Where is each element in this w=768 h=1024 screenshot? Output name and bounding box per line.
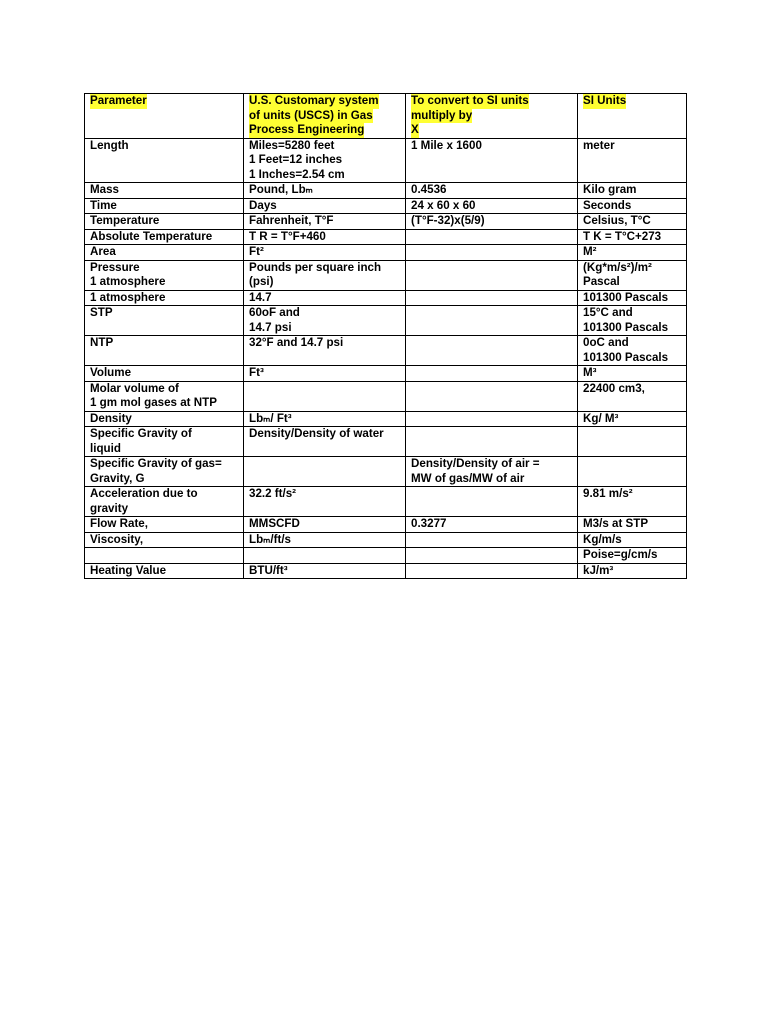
table-row — [85, 548, 687, 564]
cell-text: Fahrenheit, T°F — [249, 214, 334, 227]
cell-conversion-factor — [406, 411, 578, 427]
cell-parameter — [85, 229, 244, 245]
cell-text: Gravity, G — [90, 471, 145, 485]
header-parameter — [85, 94, 244, 139]
cell-si-unit — [578, 214, 687, 230]
table-row — [85, 411, 687, 427]
cell-uscs-unit — [244, 198, 406, 214]
cell-uscs-unit — [244, 517, 406, 533]
cell-text: 101300 Pascals — [583, 320, 669, 334]
cell-text: Volume — [90, 366, 132, 379]
cell-text: Poise=g/cm/s — [583, 548, 658, 561]
cell-text: Specific Gravity of gas= — [90, 457, 222, 470]
header-conversion-factor — [406, 94, 578, 139]
cell-uscs-unit — [244, 563, 406, 579]
table-row — [85, 487, 687, 517]
table-row — [85, 336, 687, 366]
cell-text: 60oF and — [249, 306, 300, 319]
cell-text: 1 atmosphere — [90, 290, 166, 304]
table-row — [85, 563, 687, 579]
cell-conversion-factor — [406, 563, 578, 579]
cell-si-unit — [578, 487, 687, 517]
cell-text: M³ — [583, 366, 597, 379]
table-row — [85, 457, 687, 487]
header-si-unit — [578, 94, 687, 139]
cell-text: Mass — [90, 183, 120, 196]
cell-text: 9.81 m/s² — [583, 487, 633, 500]
cell-text: Viscosity, — [90, 532, 144, 546]
cell-parameter — [85, 532, 244, 548]
cell-si-unit — [578, 198, 687, 214]
cell-text: 0.4536 — [411, 183, 447, 196]
cell-conversion-factor — [406, 381, 578, 411]
cell-conversion-factor — [406, 198, 578, 214]
cell-text: Absolute Temperature — [90, 229, 213, 243]
cell-uscs-unit — [244, 229, 406, 245]
cell-text: Lbₘ/ft/s — [249, 532, 291, 546]
cell-conversion-factor — [406, 138, 578, 183]
cell-conversion-factor — [406, 229, 578, 245]
cell-si-unit — [578, 245, 687, 261]
cell-text: 1 Feet=12 inches — [249, 153, 343, 166]
cell-parameter — [85, 427, 244, 457]
header-uscs-unit — [244, 94, 406, 139]
table-row — [85, 381, 687, 411]
cell-text: Pressure — [90, 260, 140, 274]
cell-text: Pounds per square inch — [249, 260, 382, 274]
cell-text: M3/s at STP — [583, 517, 649, 530]
header-text: of units (USCS) in Gas — [249, 108, 373, 122]
cell-text: 14.7 psi — [249, 320, 292, 334]
cell-parameter — [85, 306, 244, 336]
table-row — [85, 214, 687, 230]
cell-text: 1 Mile x 1600 — [411, 138, 482, 152]
table-row — [85, 517, 687, 533]
cell-parameter — [85, 290, 244, 306]
table-row — [85, 260, 687, 290]
cell-si-unit — [578, 427, 687, 457]
table-row — [85, 138, 687, 183]
cell-uscs-unit — [244, 457, 406, 487]
table-row — [85, 198, 687, 214]
cell-conversion-factor — [406, 336, 578, 366]
cell-text: Days — [249, 198, 277, 212]
cell-si-unit — [578, 183, 687, 199]
cell-text: MMSCFD — [249, 517, 300, 530]
cell-text: Time — [90, 198, 117, 212]
cell-text: liquid — [90, 441, 121, 455]
cell-si-unit — [578, 548, 687, 564]
cell-conversion-factor — [406, 487, 578, 517]
cell-text: Ft³ — [249, 366, 264, 379]
cell-parameter — [85, 457, 244, 487]
cell-si-unit — [578, 411, 687, 427]
cell-parameter — [85, 245, 244, 261]
cell-uscs-unit — [244, 548, 406, 564]
cell-conversion-factor — [406, 517, 578, 533]
table-row — [85, 427, 687, 457]
cell-uscs-unit — [244, 532, 406, 548]
table-body — [85, 94, 687, 579]
cell-conversion-factor — [406, 366, 578, 382]
cell-text: Celsius, T°C — [583, 214, 651, 227]
cell-uscs-unit — [244, 411, 406, 427]
header-text: To convert to SI units — [411, 94, 529, 107]
cell-parameter — [85, 548, 244, 564]
cell-text: Density/Density of air = — [411, 457, 540, 470]
cell-text: Area — [90, 245, 116, 258]
cell-text: Specific Gravity of — [90, 427, 192, 440]
header-text: Parameter — [90, 94, 147, 107]
cell-si-unit — [578, 138, 687, 183]
cell-uscs-unit — [244, 427, 406, 457]
cell-conversion-factor — [406, 532, 578, 548]
cell-conversion-factor — [406, 548, 578, 564]
cell-text: kJ/m³ — [583, 563, 614, 577]
table-row — [85, 532, 687, 548]
cell-text: Flow Rate, — [90, 517, 148, 530]
table-row — [85, 229, 687, 245]
cell-conversion-factor — [406, 457, 578, 487]
cell-parameter — [85, 381, 244, 411]
cell-text: Density/Density of water — [249, 427, 384, 440]
cell-text: MW of gas/MW of air — [411, 471, 525, 485]
table-row — [85, 245, 687, 261]
cell-text: Kg/ M³ — [583, 411, 619, 425]
cell-si-unit — [578, 381, 687, 411]
cell-text: gravity — [90, 501, 129, 515]
cell-uscs-unit — [244, 290, 406, 306]
header-text: X — [411, 123, 419, 136]
cell-text: Lbₘ/ Ft³ — [249, 411, 292, 425]
unit-conversion-table — [84, 93, 687, 579]
table-row — [85, 290, 687, 306]
cell-parameter — [85, 366, 244, 382]
cell-conversion-factor — [406, 260, 578, 290]
cell-text: T R = T°F+460 — [249, 229, 326, 243]
cell-parameter — [85, 198, 244, 214]
cell-uscs-unit — [244, 336, 406, 366]
cell-text: 0oC and — [583, 336, 629, 349]
cell-text: 32.2 ft/s² — [249, 487, 297, 500]
cell-uscs-unit — [244, 245, 406, 261]
header-text: Process Engineering — [249, 123, 365, 136]
header-text: multiply by — [411, 108, 473, 122]
cell-text: (T°F-32)x(5/9) — [411, 214, 485, 227]
cell-text: 1 atmosphere — [90, 275, 166, 288]
cell-text: 24 x 60 x 60 — [411, 198, 476, 212]
cell-text: 0.3277 — [411, 517, 447, 530]
cell-uscs-unit — [244, 183, 406, 199]
cell-si-unit — [578, 229, 687, 245]
header-text: U.S. Customary system — [249, 94, 379, 107]
table-row — [85, 183, 687, 199]
cell-uscs-unit — [244, 366, 406, 382]
cell-text: Kilo gram — [583, 183, 637, 196]
cell-text: Seconds — [583, 198, 632, 212]
cell-text: Heating Value — [90, 563, 167, 577]
cell-text: (Kg*m/s²)/m² — [583, 260, 652, 274]
cell-text: 1 gm mol gases at NTP — [90, 396, 217, 409]
cell-parameter — [85, 336, 244, 366]
cell-text: Pound, Lbₘ — [249, 183, 313, 196]
cell-text: BTU/ft³ — [249, 563, 288, 577]
cell-uscs-unit — [244, 260, 406, 290]
cell-text: 101300 Pascals — [583, 350, 669, 364]
cell-si-unit — [578, 563, 687, 579]
cell-text: Kg/m/s — [583, 532, 622, 546]
cell-parameter — [85, 517, 244, 533]
cell-conversion-factor — [406, 214, 578, 230]
cell-uscs-unit — [244, 138, 406, 183]
cell-text: 15°C and — [583, 306, 633, 319]
cell-parameter — [85, 260, 244, 290]
cell-text: T K = T°C+273 — [583, 229, 662, 243]
cell-text: Acceleration due to — [90, 487, 198, 500]
cell-text: 1 Inches=2.54 cm — [249, 167, 345, 181]
cell-parameter — [85, 183, 244, 199]
cell-text: Pascal — [583, 275, 620, 288]
cell-parameter — [85, 411, 244, 427]
cell-parameter — [85, 214, 244, 230]
cell-conversion-factor — [406, 306, 578, 336]
cell-uscs-unit — [244, 306, 406, 336]
cell-si-unit — [578, 517, 687, 533]
cell-si-unit — [578, 366, 687, 382]
cell-text: 32°F and 14.7 psi — [249, 336, 344, 349]
cell-text: meter — [583, 138, 615, 152]
cell-text: NTP — [90, 336, 114, 349]
cell-text: Miles=5280 feet — [249, 138, 335, 152]
cell-uscs-unit — [244, 214, 406, 230]
table-row — [85, 366, 687, 382]
cell-text: Ft² — [249, 245, 264, 258]
cell-conversion-factor — [406, 245, 578, 261]
cell-si-unit — [578, 457, 687, 487]
cell-si-unit — [578, 290, 687, 306]
cell-uscs-unit — [244, 487, 406, 517]
cell-text: STP — [90, 306, 113, 319]
cell-text: (psi) — [249, 275, 274, 288]
cell-conversion-factor — [406, 290, 578, 306]
cell-si-unit — [578, 260, 687, 290]
cell-parameter — [85, 138, 244, 183]
cell-text: M² — [583, 245, 597, 258]
cell-si-unit — [578, 306, 687, 336]
cell-text: 14.7 — [249, 290, 272, 304]
cell-text: Length — [90, 138, 129, 152]
table-row — [85, 306, 687, 336]
cell-parameter — [85, 563, 244, 579]
header-row — [85, 94, 687, 139]
cell-text: 22400 cm3, — [583, 381, 645, 395]
cell-text: 101300 Pascals — [583, 290, 669, 304]
cell-uscs-unit — [244, 381, 406, 411]
cell-text: Molar volume of — [90, 381, 179, 395]
header-text: SI Units — [583, 94, 627, 107]
cell-conversion-factor — [406, 183, 578, 199]
cell-text: Temperature — [90, 214, 160, 227]
cell-si-unit — [578, 532, 687, 548]
cell-text: Density — [90, 411, 132, 425]
cell-si-unit — [578, 336, 687, 366]
cell-conversion-factor — [406, 427, 578, 457]
cell-parameter — [85, 487, 244, 517]
